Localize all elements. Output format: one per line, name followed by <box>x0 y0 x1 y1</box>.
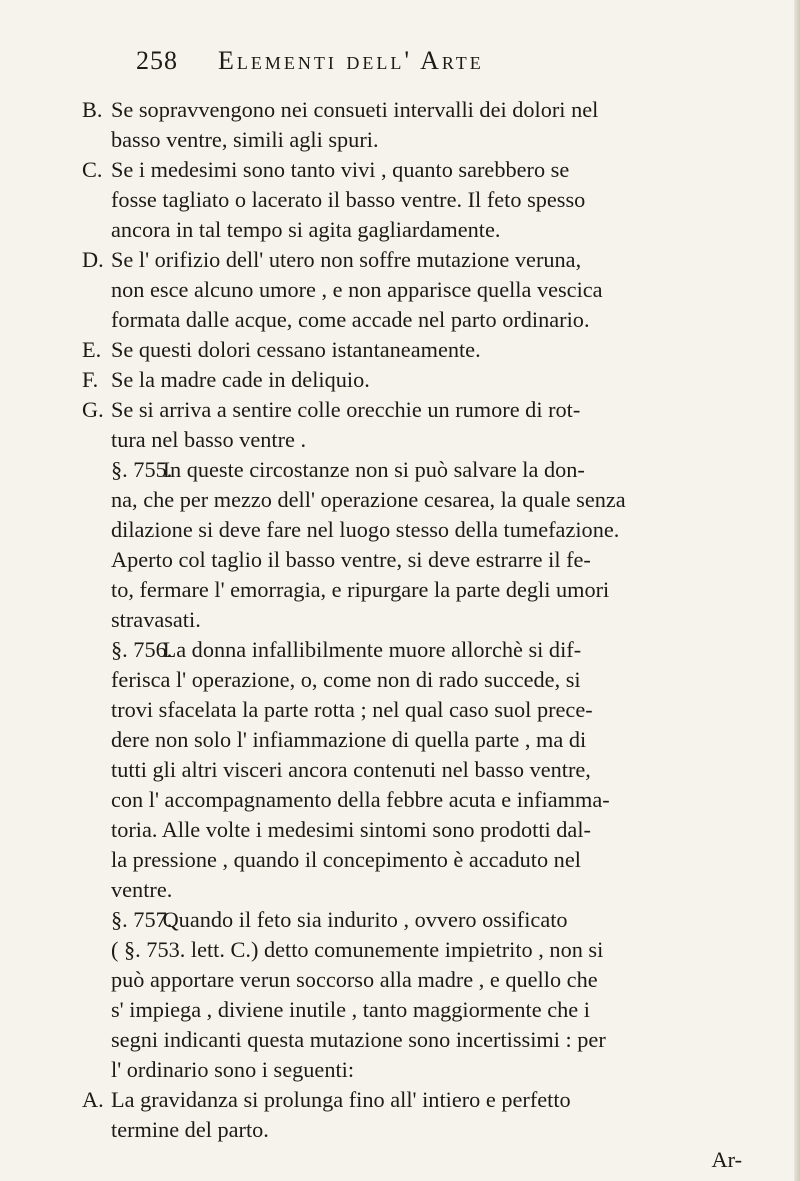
text-line <box>82 215 770 245</box>
section-number: §. 757. <box>111 907 173 932</box>
text-line <box>82 845 770 875</box>
text-line <box>82 455 770 485</box>
line-text: stravasati. <box>111 607 201 632</box>
item-marker: A. <box>82 1087 104 1112</box>
text-line <box>82 335 770 365</box>
catchword-row <box>82 1145 770 1175</box>
text-line <box>82 815 770 845</box>
text-line <box>82 785 770 815</box>
line-text: ferisca l' operazione, o, come non di rado succede, si <box>111 667 581 692</box>
line-text: Se si arriva a sentire colle orecchie un rumore di rot- <box>111 397 581 422</box>
line-text: termine del parto. <box>111 1117 269 1142</box>
page-header <box>136 46 636 80</box>
page-edge <box>794 0 800 1181</box>
line-text: to, fermare l' emorragia, e ripurgare la parte degli umori <box>111 577 610 602</box>
line-text: tura nel basso ventre . <box>111 427 307 452</box>
line-text: na, che per mezzo dell' operazione cesarea, la quale senza <box>111 487 626 512</box>
catchword: Ar- <box>711 1147 742 1172</box>
text-line <box>82 275 770 305</box>
text-line <box>82 125 770 155</box>
section-number: §. 755. <box>111 457 173 482</box>
line-text: Se sopravvengono nei consueti intervalli dei dolori nel <box>111 97 599 122</box>
text-line <box>82 365 770 395</box>
line-text: Se i medesimi sono tanto vivi , quanto sarebbero se <box>111 157 570 182</box>
text-line <box>82 725 770 755</box>
line-text: può apportare verun soccorso alla madre , e quello che <box>111 967 598 992</box>
item-marker: G. <box>82 397 104 422</box>
text-line <box>82 185 770 215</box>
item-marker: F. <box>82 367 99 392</box>
text-line <box>82 1025 770 1055</box>
line-text: Aperto col taglio il basso ventre, si deve estrarre il fe- <box>111 547 591 572</box>
text-line <box>82 155 770 185</box>
text-line <box>82 995 770 1025</box>
line-text: s' impiega , diviene inutile , tanto maggiormente che i <box>111 997 590 1022</box>
item-marker: E. <box>82 337 102 362</box>
line-text: Se questi dolori cessano istantaneamente. <box>111 337 481 362</box>
line-text: con l' accompagnamento della febbre acuta e infiamma- <box>111 787 610 812</box>
line-text: dilazione si deve fare nel luogo stesso della tumefazione. <box>111 517 620 542</box>
page-number: 258 <box>136 46 178 75</box>
item-marker: C. <box>82 157 103 182</box>
text-line <box>82 245 770 275</box>
text-line <box>82 1085 770 1115</box>
line-text: ventre. <box>111 877 173 902</box>
line-text: tutti gli altri visceri ancora contenuti nel basso ventre, <box>111 757 591 782</box>
line-text: basso ventre, simili agli spuri. <box>111 127 379 152</box>
line-text: toria. Alle volte i medesimi sintomi sono prodotti dal- <box>111 817 591 842</box>
text-line <box>82 305 770 335</box>
text-line <box>82 755 770 785</box>
line-text: non esce alcuno umore , e non apparisce quella vescica <box>111 277 603 302</box>
text-line <box>82 1115 770 1145</box>
text-line <box>82 95 770 125</box>
line-text: Se l' orifizio dell' utero non soffre mutazione veruna, <box>111 247 582 272</box>
line-text: ancora in tal tempo si agita gagliardamente. <box>111 217 501 242</box>
line-text: segni indicanti questa mutazione sono incertissimi : per <box>111 1027 606 1052</box>
line-text: La gravidanza si prolunga fino all' intiero e perfetto <box>111 1087 571 1112</box>
text-line <box>82 395 770 425</box>
text-line <box>82 425 770 455</box>
line-text: formata dalle acque, come accade nel parto ordinario. <box>111 307 590 332</box>
line-text: dere non solo l' infiammazione di quella parte , ma di <box>111 727 587 752</box>
line-text: trovi sfacelata la parte rotta ; nel qual caso suol prece- <box>111 697 593 722</box>
line-text: fosse tagliato o lacerato il basso ventre. Il feto spesso <box>111 187 586 212</box>
item-marker: B. <box>82 97 103 122</box>
text-line <box>82 575 770 605</box>
text-line <box>82 545 770 575</box>
item-marker: D. <box>82 247 104 272</box>
body-text <box>82 95 770 1145</box>
text-line <box>82 515 770 545</box>
text-line <box>82 905 770 935</box>
text-line <box>82 665 770 695</box>
line-text: ( §. 753. lett. C.) detto comunemente impietrito , non si <box>111 937 604 962</box>
line-text: la pressione , quando il concepimento è accaduto nel <box>111 847 581 872</box>
line-text: La donna infallibilmente muore allorchè si dif- <box>162 637 582 662</box>
text-line <box>82 695 770 725</box>
text-line <box>82 935 770 965</box>
text-line <box>82 605 770 635</box>
text-line <box>82 875 770 905</box>
text-line <box>82 965 770 995</box>
section-number: §. 756. <box>111 637 173 662</box>
text-line <box>82 635 770 665</box>
text-line <box>82 1055 770 1085</box>
running-title: Elementi dell' Arte <box>218 46 484 75</box>
text-line <box>82 485 770 515</box>
line-text: Se la madre cade in deliquio. <box>111 367 370 392</box>
line-text: In queste circostanze non si può salvare la don- <box>162 457 585 482</box>
line-text: Quando il feto sia indurito , ovvero ossificato <box>162 907 568 932</box>
line-text: l' ordinario sono i seguenti: <box>111 1057 355 1082</box>
